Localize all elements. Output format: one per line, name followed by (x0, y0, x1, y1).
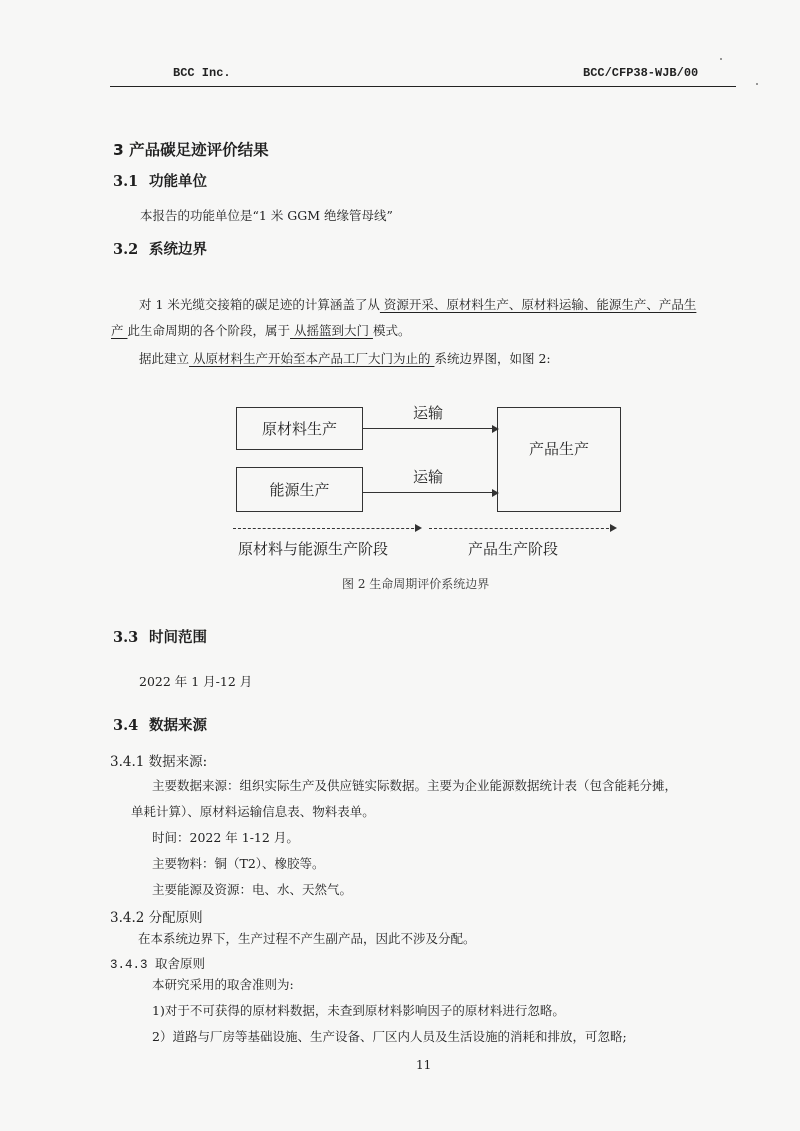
header-doc-code: BCC/CFP38-WJB/00 (583, 66, 699, 80)
text: 对 1 米光缆交接箱的碳足迹的计算涵盖了从 (139, 297, 380, 312)
data-time: 时间：2022 年 1-12 月。 (152, 830, 299, 845)
transport-label: 运输 (413, 468, 444, 486)
heading-3-4-2: 3.4.2 分配原则 (110, 910, 203, 926)
boundary-paragraph-line1 (139, 295, 696, 313)
heading-text: 功能单位 (149, 174, 207, 190)
heading-text: 系统边界 (149, 242, 207, 258)
heading-number: 3.3 (113, 629, 139, 646)
heading-3-2 (113, 238, 207, 259)
page-number: 11 (416, 1058, 432, 1072)
data-source-line1: 主要数据来源：组织实际生产及供应链实际数据。主要为企业能源数据统计表（包含能耗分摊， (152, 778, 678, 793)
boundary-paragraph-2 (139, 349, 551, 367)
dashed-arrow-icon (233, 528, 419, 529)
underlined-stages: 资源开采、原材料生产、原材料运输、能源生产、产品生 (379, 297, 697, 312)
figure-caption: 图 2 生命周期评价系统边界 (342, 577, 490, 591)
boundary-paragraph-line2 (111, 321, 410, 339)
heading-3-1 (113, 170, 207, 191)
transport-label: 运输 (413, 404, 444, 422)
heading-text: 时间范围 (149, 630, 207, 646)
heading-3-4-3: 3.4.3 取舍原则 (110, 958, 206, 972)
stage-label-raw-energy: 原材料与能源生产阶段 (238, 540, 389, 558)
stage-label-product: 产品生产阶段 (468, 540, 559, 558)
underlined-stages-cont: 产 (111, 323, 128, 338)
scan-speck (756, 83, 758, 85)
section-title: 3 产品碳足迹评价结果 (113, 141, 269, 159)
header-company: BCC Inc. (173, 66, 231, 80)
heading-number: 3.1 (113, 173, 139, 190)
box-raw-material-production: 原材料生产 (236, 407, 363, 450)
text: 模式。 (372, 323, 411, 338)
dashed-arrow-icon (429, 528, 614, 529)
heading-3-3 (113, 626, 207, 647)
underlined-mode: 从摇篮到大门 (290, 323, 373, 338)
box-energy-production: 能源生产 (236, 467, 363, 512)
cutoff-item-1: 1)对于不可获得的原材料数据，未查到原材料影响因子的原材料进行忽略。 (152, 1003, 565, 1018)
data-energy: 主要能源及资源：电、水、天然气。 (152, 882, 353, 897)
text: 据此建立 (139, 351, 190, 366)
heading-text: 数据来源 (149, 718, 207, 734)
text: 此生命周期的各个阶段，属于 (127, 323, 290, 338)
box-product-production: 产品生产 (497, 407, 621, 512)
time-range-text: 2022 年 1 月-12 月 (139, 674, 253, 689)
arrow-right-icon (363, 428, 497, 429)
functional-unit-text: 本报告的功能单位是“1 米 GGM 绝缘管母线” (140, 208, 393, 223)
header-rule (110, 86, 736, 87)
heading-3-4 (113, 714, 207, 735)
text: 系统边界图，如图 2: (434, 351, 551, 366)
heading-number: 3.4 (113, 717, 139, 734)
heading-number: 3.2 (113, 241, 139, 258)
scan-speck (720, 58, 722, 60)
data-materials: 主要物料：铜（T2）、橡胶等。 (152, 856, 325, 871)
allocation-text: 在本系统边界下，生产过程不产生副产品，因此不涉及分配。 (138, 931, 476, 946)
cutoff-intro: 本研究采用的取舍准则为: (152, 977, 294, 992)
heading-3-4-1: 3.4.1 数据来源: (110, 754, 208, 770)
underlined-scope: 从原材料生产开始至本产品工厂大门为止的 (189, 351, 435, 366)
data-source-line2: 单耗计算）、原材料运输信息表、物料表单。 (131, 804, 375, 819)
arrow-right-icon (363, 492, 497, 493)
cutoff-item-2: 2）道路与厂房等基础设施、生产设备、厂区内人员及生活设施的消耗和排放，可忽略; (152, 1029, 627, 1044)
